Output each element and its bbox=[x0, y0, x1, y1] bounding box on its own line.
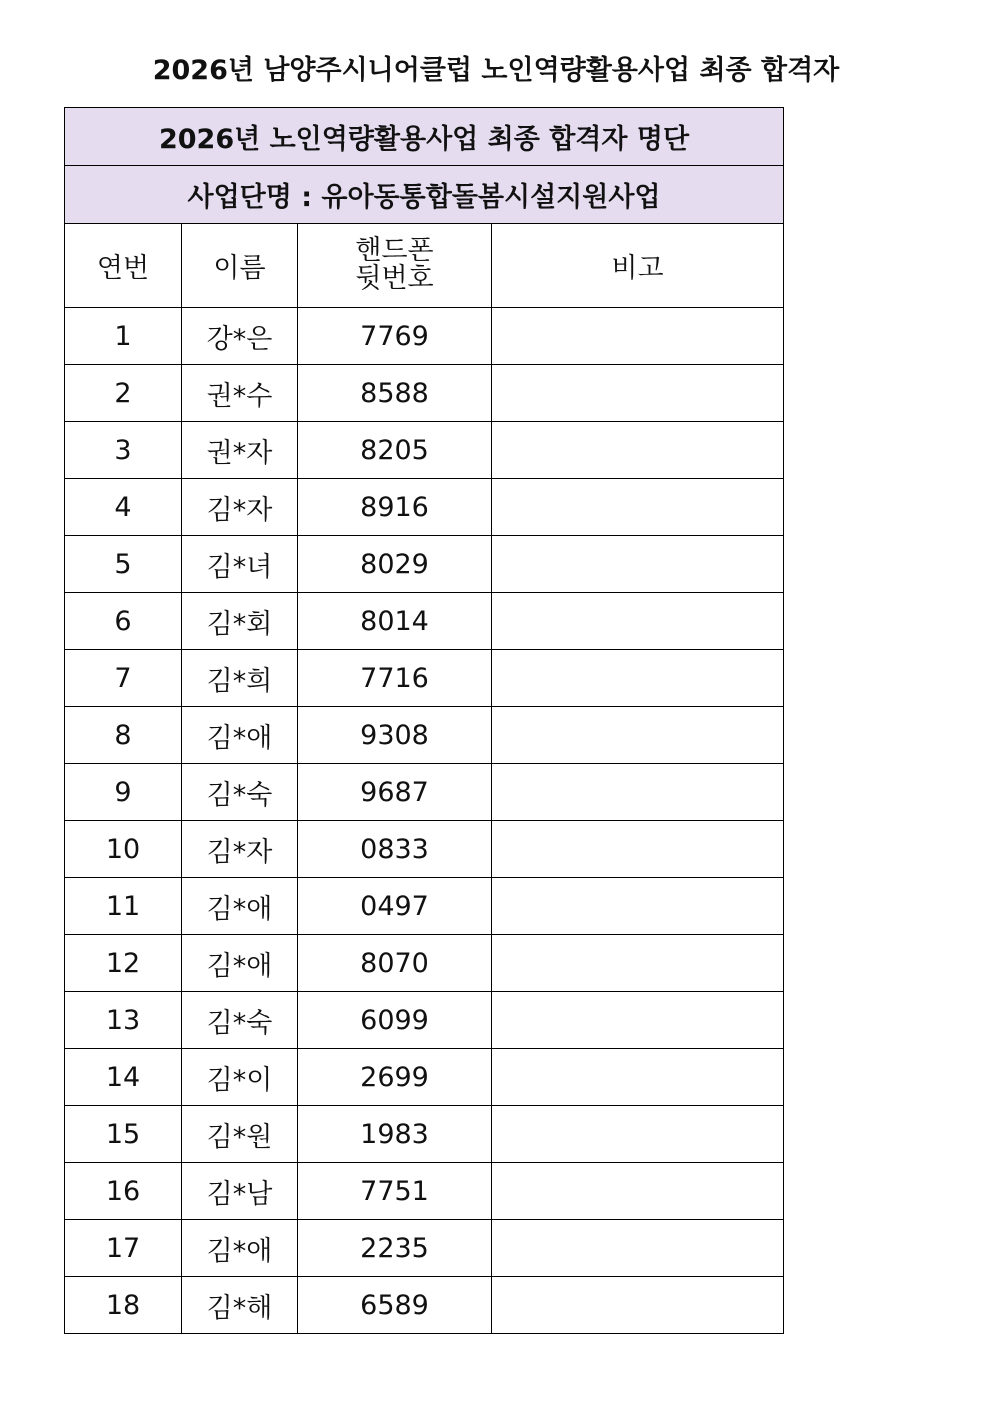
cell-no: 8 bbox=[65, 707, 182, 764]
cell-phone: 1983 bbox=[298, 1106, 492, 1163]
cell-note bbox=[492, 650, 784, 707]
header-no: 연번 bbox=[65, 224, 182, 308]
cell-name: 김*녀 bbox=[182, 536, 298, 593]
cell-name: 김*희 bbox=[182, 650, 298, 707]
table-row bbox=[65, 365, 784, 422]
table-row bbox=[65, 1049, 784, 1106]
cell-note bbox=[492, 992, 784, 1049]
table-row bbox=[65, 422, 784, 479]
cell-no: 3 bbox=[65, 422, 182, 479]
cell-name: 김*원 bbox=[182, 1106, 298, 1163]
cell-note bbox=[492, 1163, 784, 1220]
banner-unit-row bbox=[65, 166, 784, 224]
cell-name: 김*애 bbox=[182, 1220, 298, 1277]
header-row bbox=[65, 224, 784, 308]
header-phone-line2: 뒷번호 bbox=[355, 263, 434, 294]
table-row bbox=[65, 1220, 784, 1277]
cell-no: 9 bbox=[65, 764, 182, 821]
cell-no: 4 bbox=[65, 479, 182, 536]
cell-note bbox=[492, 764, 784, 821]
cell-no: 15 bbox=[65, 1106, 182, 1163]
table-row bbox=[65, 1277, 784, 1334]
cell-name: 김*이 bbox=[182, 1049, 298, 1106]
cell-note bbox=[492, 1277, 784, 1334]
table-row bbox=[65, 878, 784, 935]
cell-phone: 9687 bbox=[298, 764, 492, 821]
cell-no: 13 bbox=[65, 992, 182, 1049]
table-row bbox=[65, 650, 784, 707]
cell-name: 김*애 bbox=[182, 935, 298, 992]
cell-no: 1 bbox=[65, 308, 182, 365]
header-note: 비고 bbox=[492, 224, 784, 308]
table-row bbox=[65, 1106, 784, 1163]
cell-name: 권*수 bbox=[182, 365, 298, 422]
cell-note bbox=[492, 365, 784, 422]
cell-note bbox=[492, 1049, 784, 1106]
cell-no: 2 bbox=[65, 365, 182, 422]
cell-note bbox=[492, 707, 784, 764]
cell-no: 7 bbox=[65, 650, 182, 707]
table-row bbox=[65, 935, 784, 992]
cell-phone: 7769 bbox=[298, 308, 492, 365]
cell-name: 김*숙 bbox=[182, 764, 298, 821]
cell-name: 김*회 bbox=[182, 593, 298, 650]
cell-name: 김*자 bbox=[182, 821, 298, 878]
cell-phone: 7751 bbox=[298, 1163, 492, 1220]
table-row bbox=[65, 992, 784, 1049]
cell-phone: 8588 bbox=[298, 365, 492, 422]
roster-table bbox=[64, 107, 784, 1334]
header-name: 이름 bbox=[182, 224, 298, 308]
table-row bbox=[65, 764, 784, 821]
cell-no: 11 bbox=[65, 878, 182, 935]
cell-phone: 8029 bbox=[298, 536, 492, 593]
cell-phone: 2235 bbox=[298, 1220, 492, 1277]
banner-title-row bbox=[65, 108, 784, 166]
cell-phone: 0833 bbox=[298, 821, 492, 878]
cell-note bbox=[492, 821, 784, 878]
cell-phone: 7716 bbox=[298, 650, 492, 707]
cell-phone: 8205 bbox=[298, 422, 492, 479]
table-row bbox=[65, 479, 784, 536]
cell-phone: 8014 bbox=[298, 593, 492, 650]
cell-phone: 0497 bbox=[298, 878, 492, 935]
cell-note bbox=[492, 479, 784, 536]
cell-name: 김*해 bbox=[182, 1277, 298, 1334]
cell-no: 12 bbox=[65, 935, 182, 992]
table-row bbox=[65, 593, 784, 650]
cell-phone: 8070 bbox=[298, 935, 492, 992]
table-row bbox=[65, 707, 784, 764]
cell-no: 14 bbox=[65, 1049, 182, 1106]
cell-name: 김*숙 bbox=[182, 992, 298, 1049]
cell-phone: 2699 bbox=[298, 1049, 492, 1106]
cell-note bbox=[492, 422, 784, 479]
table-row bbox=[65, 1163, 784, 1220]
cell-no: 6 bbox=[65, 593, 182, 650]
cell-no: 18 bbox=[65, 1277, 182, 1334]
cell-no: 16 bbox=[65, 1163, 182, 1220]
cell-phone: 6099 bbox=[298, 992, 492, 1049]
cell-name: 권*자 bbox=[182, 422, 298, 479]
cell-name: 김*애 bbox=[182, 878, 298, 935]
cell-note bbox=[492, 536, 784, 593]
cell-phone: 6589 bbox=[298, 1277, 492, 1334]
cell-name: 김*자 bbox=[182, 479, 298, 536]
table-row bbox=[65, 308, 784, 365]
cell-name: 김*남 bbox=[182, 1163, 298, 1220]
table-row bbox=[65, 536, 784, 593]
header-phone bbox=[298, 224, 492, 308]
table-row bbox=[65, 821, 784, 878]
cell-phone: 9308 bbox=[298, 707, 492, 764]
banner-title: 2026년 노인역량활용사업 최종 합격자 명단 bbox=[65, 108, 784, 166]
cell-note bbox=[492, 1220, 784, 1277]
header-phone-label bbox=[355, 237, 433, 293]
cell-note bbox=[492, 1106, 784, 1163]
cell-note bbox=[492, 878, 784, 935]
cell-phone: 8916 bbox=[298, 479, 492, 536]
cell-name: 김*애 bbox=[182, 707, 298, 764]
cell-note bbox=[492, 593, 784, 650]
cell-no: 5 bbox=[65, 536, 182, 593]
cell-no: 10 bbox=[65, 821, 182, 878]
header-phone-line1: 핸드폰 bbox=[355, 235, 434, 266]
page-title: 2026년 남양주시니어클럽 노인역량활용사업 최종 합격자 bbox=[152, 55, 840, 86]
cell-name: 강*은 bbox=[182, 308, 298, 365]
banner-unit-name: 사업단명 : 유아동통합돌봄시설지원사업 bbox=[65, 166, 784, 224]
cell-note bbox=[492, 935, 784, 992]
cell-no: 17 bbox=[65, 1220, 182, 1277]
roster-body bbox=[65, 108, 784, 1334]
cell-note bbox=[492, 308, 784, 365]
